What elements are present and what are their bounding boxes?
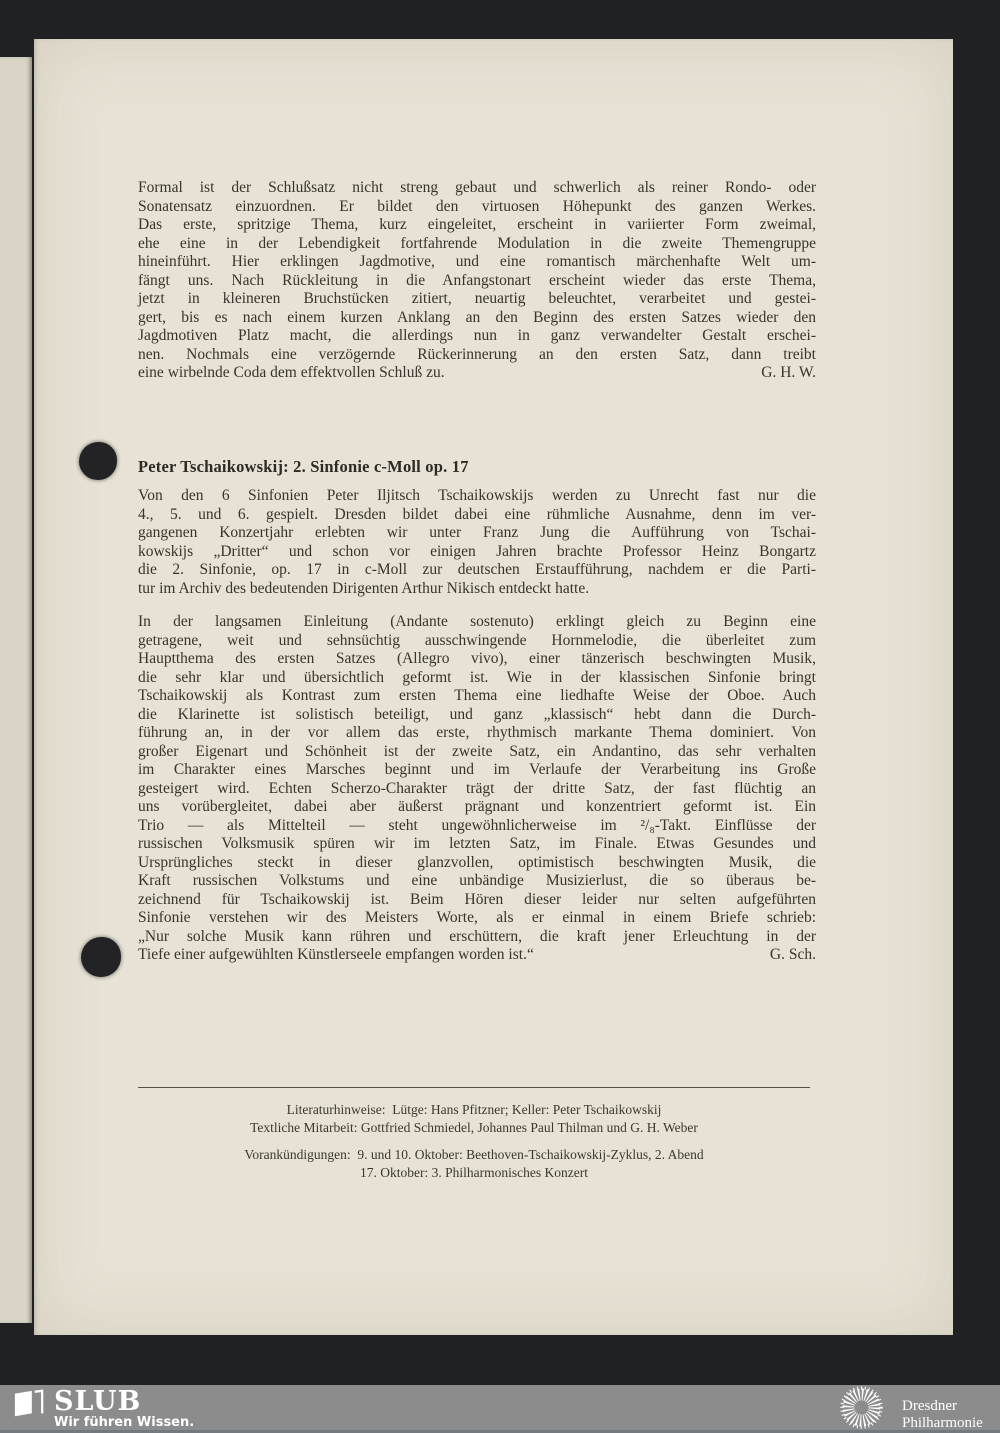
text-line: Sinfonie verstehen wir des Meisters Worte, als er einmal in einem Briefe schrieb: xyxy=(138,909,816,926)
text-line: Ursprüngliches steckt in dieser glanzvollen, optimistisch beschwingten Musik, die xyxy=(138,853,816,871)
paragraph-symphony-history xyxy=(138,487,816,598)
program-note-heading: Peter Tschaikowskij: 2. Sinfonie c-Moll op. 17 xyxy=(138,457,469,476)
text-line: die 2. Sinfonie, op. 17 in c-Moll zur deutschen Erstaufführung, nachdem er die Parti- xyxy=(138,561,816,578)
announcements-note-2: 17. Oktober: 3. Philharmonisches Konzert xyxy=(360,1164,588,1180)
text-line: eine wirbelnde Coda dem effektvollen Schluß zu. G. H. W. xyxy=(138,364,816,381)
text-line: Hauptthema des ersten Satzes (Allegro vivo), einer tänzerisch beschwingten Musik, xyxy=(138,650,816,667)
text-line: zeichnend für Tschaikowskij ist. Beim Hören dieser leider nur selten aufgeführten xyxy=(138,890,816,908)
paragraph-symphony-analysis xyxy=(138,613,816,965)
text-line: die sehr klar und übersichtlich geformt ist. Wie in der klassischen Sinfonie bringt xyxy=(138,668,816,686)
contributors-note: Textliche Mitarbeit: Gottfried Schmiedel, Johannes Paul Thilman und G. H. Weber xyxy=(250,1119,698,1135)
text-line: Tschaikowskij als Kontrast zum ersten Thema eine liedhafte Weise der Oboe. Auch xyxy=(138,687,816,704)
text-line: führung an, in der vor allem das erste, rhythmisch markante Thema dominiert. Von xyxy=(138,724,816,741)
divider-rule xyxy=(138,1087,810,1088)
text-line: ehe eine in der Lebendigkeit fortfahrende Modulation in die zweite Themengruppe xyxy=(138,234,816,252)
text-line: nen. Nochmals eine verzögernde Rückerinnerung an den ersten Satz, dann treibt xyxy=(138,345,816,363)
text-line: Sonatensatz einzuordnen. Er bildet den virtuosen Höhepunkt des ganzen Werkes. xyxy=(138,197,816,215)
footer-watermark-bar xyxy=(0,1385,1000,1433)
text-line: gesteigert wird. Echten Scherzo-Charakter trägt der dritte Satz, der fast flüchtig an xyxy=(138,779,816,797)
text-line: die Klarinette ist solistisch beteiligt, und ganz „klassisch“ hebt dann die Durch- xyxy=(138,705,816,723)
text-line: uns vorübergleitet, dabei aber äußerst prägnant und konzentriert geformt ist. Ein xyxy=(138,798,816,815)
text-line: „Nur solche Musik kann rühren und erschüttern, die kraft jener Erleuchtung in der xyxy=(138,927,816,945)
starburst-icon xyxy=(838,1384,885,1431)
punch-hole-bottom xyxy=(81,937,121,977)
announcements-note-1: Vorankündigungen: 9. und 10. Oktober: Beethoven-Tschaikowskij-Zyklus, 2. Abend xyxy=(244,1147,704,1162)
text-line: Formal ist der Schlußsatz nicht streng gebaut und schwerlich als reiner Rondo- oder xyxy=(138,179,816,196)
footnotes-block xyxy=(138,1101,810,1181)
text-line: In der langsamen Einleitung (Andante sostenuto) erklingt gleich zu Beginn eine xyxy=(138,613,816,630)
scanned-page xyxy=(34,39,953,1335)
punch-hole-top xyxy=(79,442,117,480)
text-line: Kraft russischen Volkstums und eine unbändige Musizierlust, die so überaus be- xyxy=(138,872,816,889)
text-line: getragene, weit und sehnsüchtig ausschwingende Hornmelodie, die überleitet zum xyxy=(138,631,816,649)
text-line: Das erste, spritzige Thema, kurz eingeleitet, erscheint in variierter Form zweimal, xyxy=(138,216,816,233)
text-line: hineinführt. Hier erklingen Jagdmotive, und eine romantisch märchenhafte Welt um- xyxy=(138,253,816,270)
text-line: Tiefe einer aufgewühlten Künstlerseele empfangen worden ist.“ G. Sch. xyxy=(138,946,816,963)
literature-note: Literaturhinweise: Lütge: Hans Pfitzner; Keller: Peter Tschaikowskij xyxy=(286,1102,662,1117)
slub-wordmark: SLUB xyxy=(54,1386,142,1417)
text-line: russischen Volksmusik spüren wir im letzten Satz, im Finale. Etwas Gesundes und xyxy=(138,835,816,852)
text-line: großer Eigenart und Schönheit ist der zweite Satz, ein Andantino, das sehr verhalten xyxy=(138,742,816,760)
text-line: Von den 6 Sinfonien Peter Iljitsch Tschaikowskijs werden zu Unrecht fast nur die xyxy=(138,487,816,504)
text-line: gangenen Konzertjahr erlebten wir unter Franz Jung die Aufführung von Tschai- xyxy=(138,524,816,541)
philharmonie-wordmark: Dresdner Philharmonie xyxy=(902,1398,983,1431)
text-line: gert, bis es nach einem kurzen Anklang an den Beginn des ersten Satzes wieder den xyxy=(138,308,816,326)
text-line: fängt uns. Nach Rückleitung in die Anfangstonart erscheint wieder das erste Thema, xyxy=(138,271,816,289)
text-line: Trio — als Mittelteil — steht ungewöhnlicherweise im ²/₈-Takt. Einflüsse der xyxy=(138,816,816,834)
paragraph-rondo-finale xyxy=(138,179,816,383)
text-line: Jagdmotiven Platz macht, die allerdings nun in ganz verwandelter Gestalt erschei- xyxy=(138,327,816,344)
text-line: im Charakter eines Marsches beginnt und im Verlaufe der Verarbeitung ins Große xyxy=(138,761,816,778)
open-book-icon xyxy=(13,1388,45,1420)
adjacent-page-edge xyxy=(0,57,32,1323)
text-line: tur im Archiv des bedeutenden Dirigenten Arthur Nikisch entdeckt hatte. xyxy=(138,579,590,597)
text-line: 4., 5. und 6. gespielt. Dresden bildet dabei eine rühmliche Ausnahme, denn im ver- xyxy=(138,505,816,523)
text-line: kowskijs „Dritter“ und schon vor einigen Jahren brachte Professor Heinz Bongartz xyxy=(138,542,816,560)
slub-tagline: Wir führen Wissen. xyxy=(54,1415,195,1430)
text-line: jetzt in kleineren Bruchstücken zitiert, neuartig beleuchtet, verarbeitet und gestei- xyxy=(138,290,816,307)
slub-logo[interactable] xyxy=(13,1388,194,1430)
